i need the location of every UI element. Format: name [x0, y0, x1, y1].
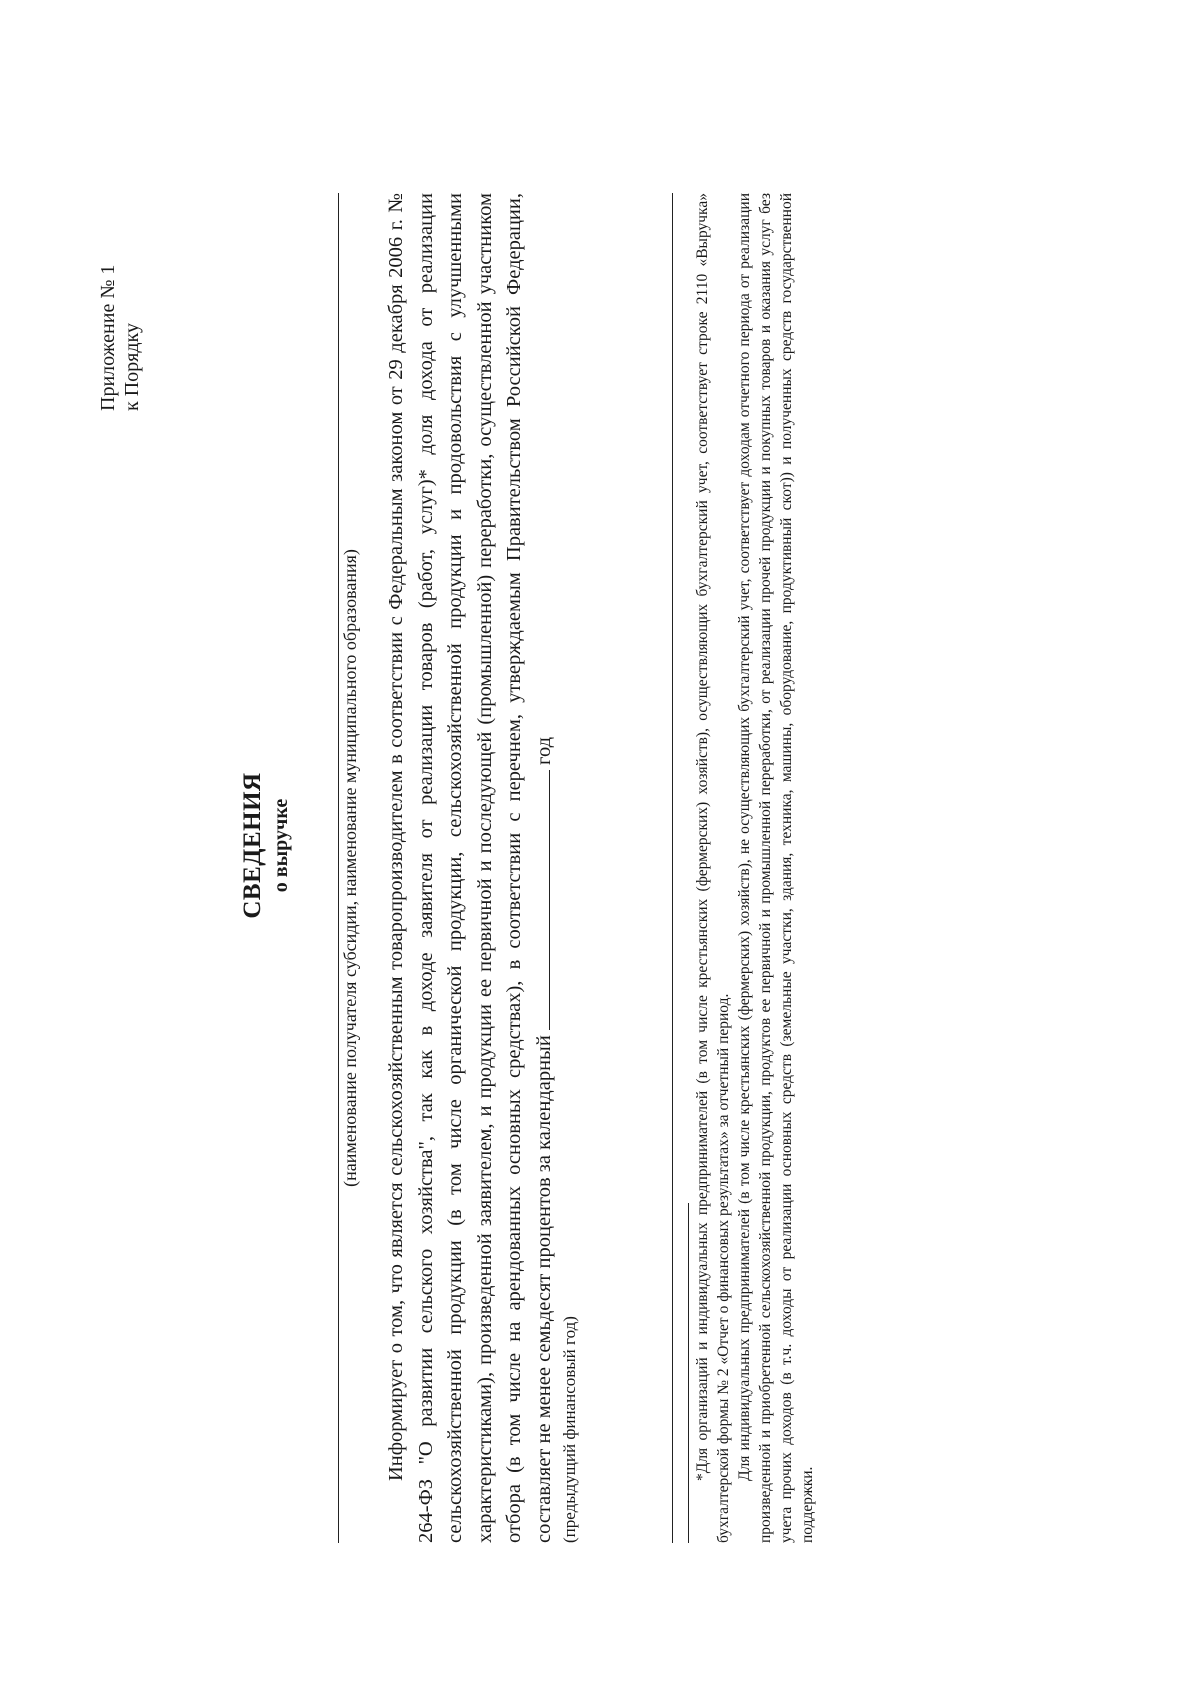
appendix-number: Приложение № 1 — [97, 264, 119, 411]
declaration-body — [382, 193, 581, 1543]
year-word: год — [532, 736, 555, 765]
appendix-order-ref: к Порядку — [121, 323, 143, 411]
footnote-rule — [688, 1203, 689, 1543]
footnote-entrepreneurs: Для индивидуальных предпринимателей (в том числе крестьянских (фермерских) хозяйств), не осуществляющих бухгалтерский учет, соответствует доходам отчетного периода от реализации произведенной и приобретенной сельскохозяйственной продукции, продуктов ее первичной и промышленной переработки, от реализации прочей продукции и покупных товаров и оказания услуг без учета прочих доходов (в т.ч. доходы от реализации основных средств (земельные участки, здания, техника, машины, оборудование, продуктивный скот)) и полученных средств государственной поддержки. — [736, 193, 816, 1543]
recipient-name-caption: (наименование получателя субсидии, наименование муниципального образования) — [340, 549, 360, 1187]
declaration-text: Информирует о том, что является сельскохозяйственным товаропроизводителем в соответствии с Федеральным законом от 29 декабря 2006 г. № 264-ФЗ "О развитии сельского хозяйства", так как в доходе заявителя от реализации товаров (работ, услуг)* доля дохода от реализации сельскохозяйственной продукции (в том числе органической продукции, сельскохозяйственной продукции и продовольствия с улучшенными характеристиками), произведенной заявителем, и продукции ее первичной и последующей (промышленной) переработки, осуществленной участником отбора (в том числе на арендованных основных средствах), в соответствии с перечнем, утверждаемым Правительством Российской Федерации, составляет не менее семьдесят процентов за календарный — [385, 193, 555, 1543]
section-separator — [672, 193, 673, 1543]
year-caption: (предыдущий финансовый год) — [560, 1316, 579, 1543]
footnotes — [692, 193, 818, 1543]
title-subtitle: о выручке — [270, 798, 292, 893]
appendix-reference — [96, 265, 144, 411]
year-fill-line — [535, 770, 550, 1030]
title-main: СВЕДЕНИЯ — [239, 772, 266, 919]
footnote-organizations: *Для организаций и индивидуальных предпринимателей (в том числе крестьянских (фермерских) хозяйств), осуществляющих бухгалтерский учет, соответствует строке 2110 «Выручка» бухгалтерской формы № 2 «Отчет о финансовых результатах» за отчетный период. — [694, 193, 732, 1543]
document-title — [238, 0, 294, 1691]
recipient-name-line — [338, 193, 339, 1543]
